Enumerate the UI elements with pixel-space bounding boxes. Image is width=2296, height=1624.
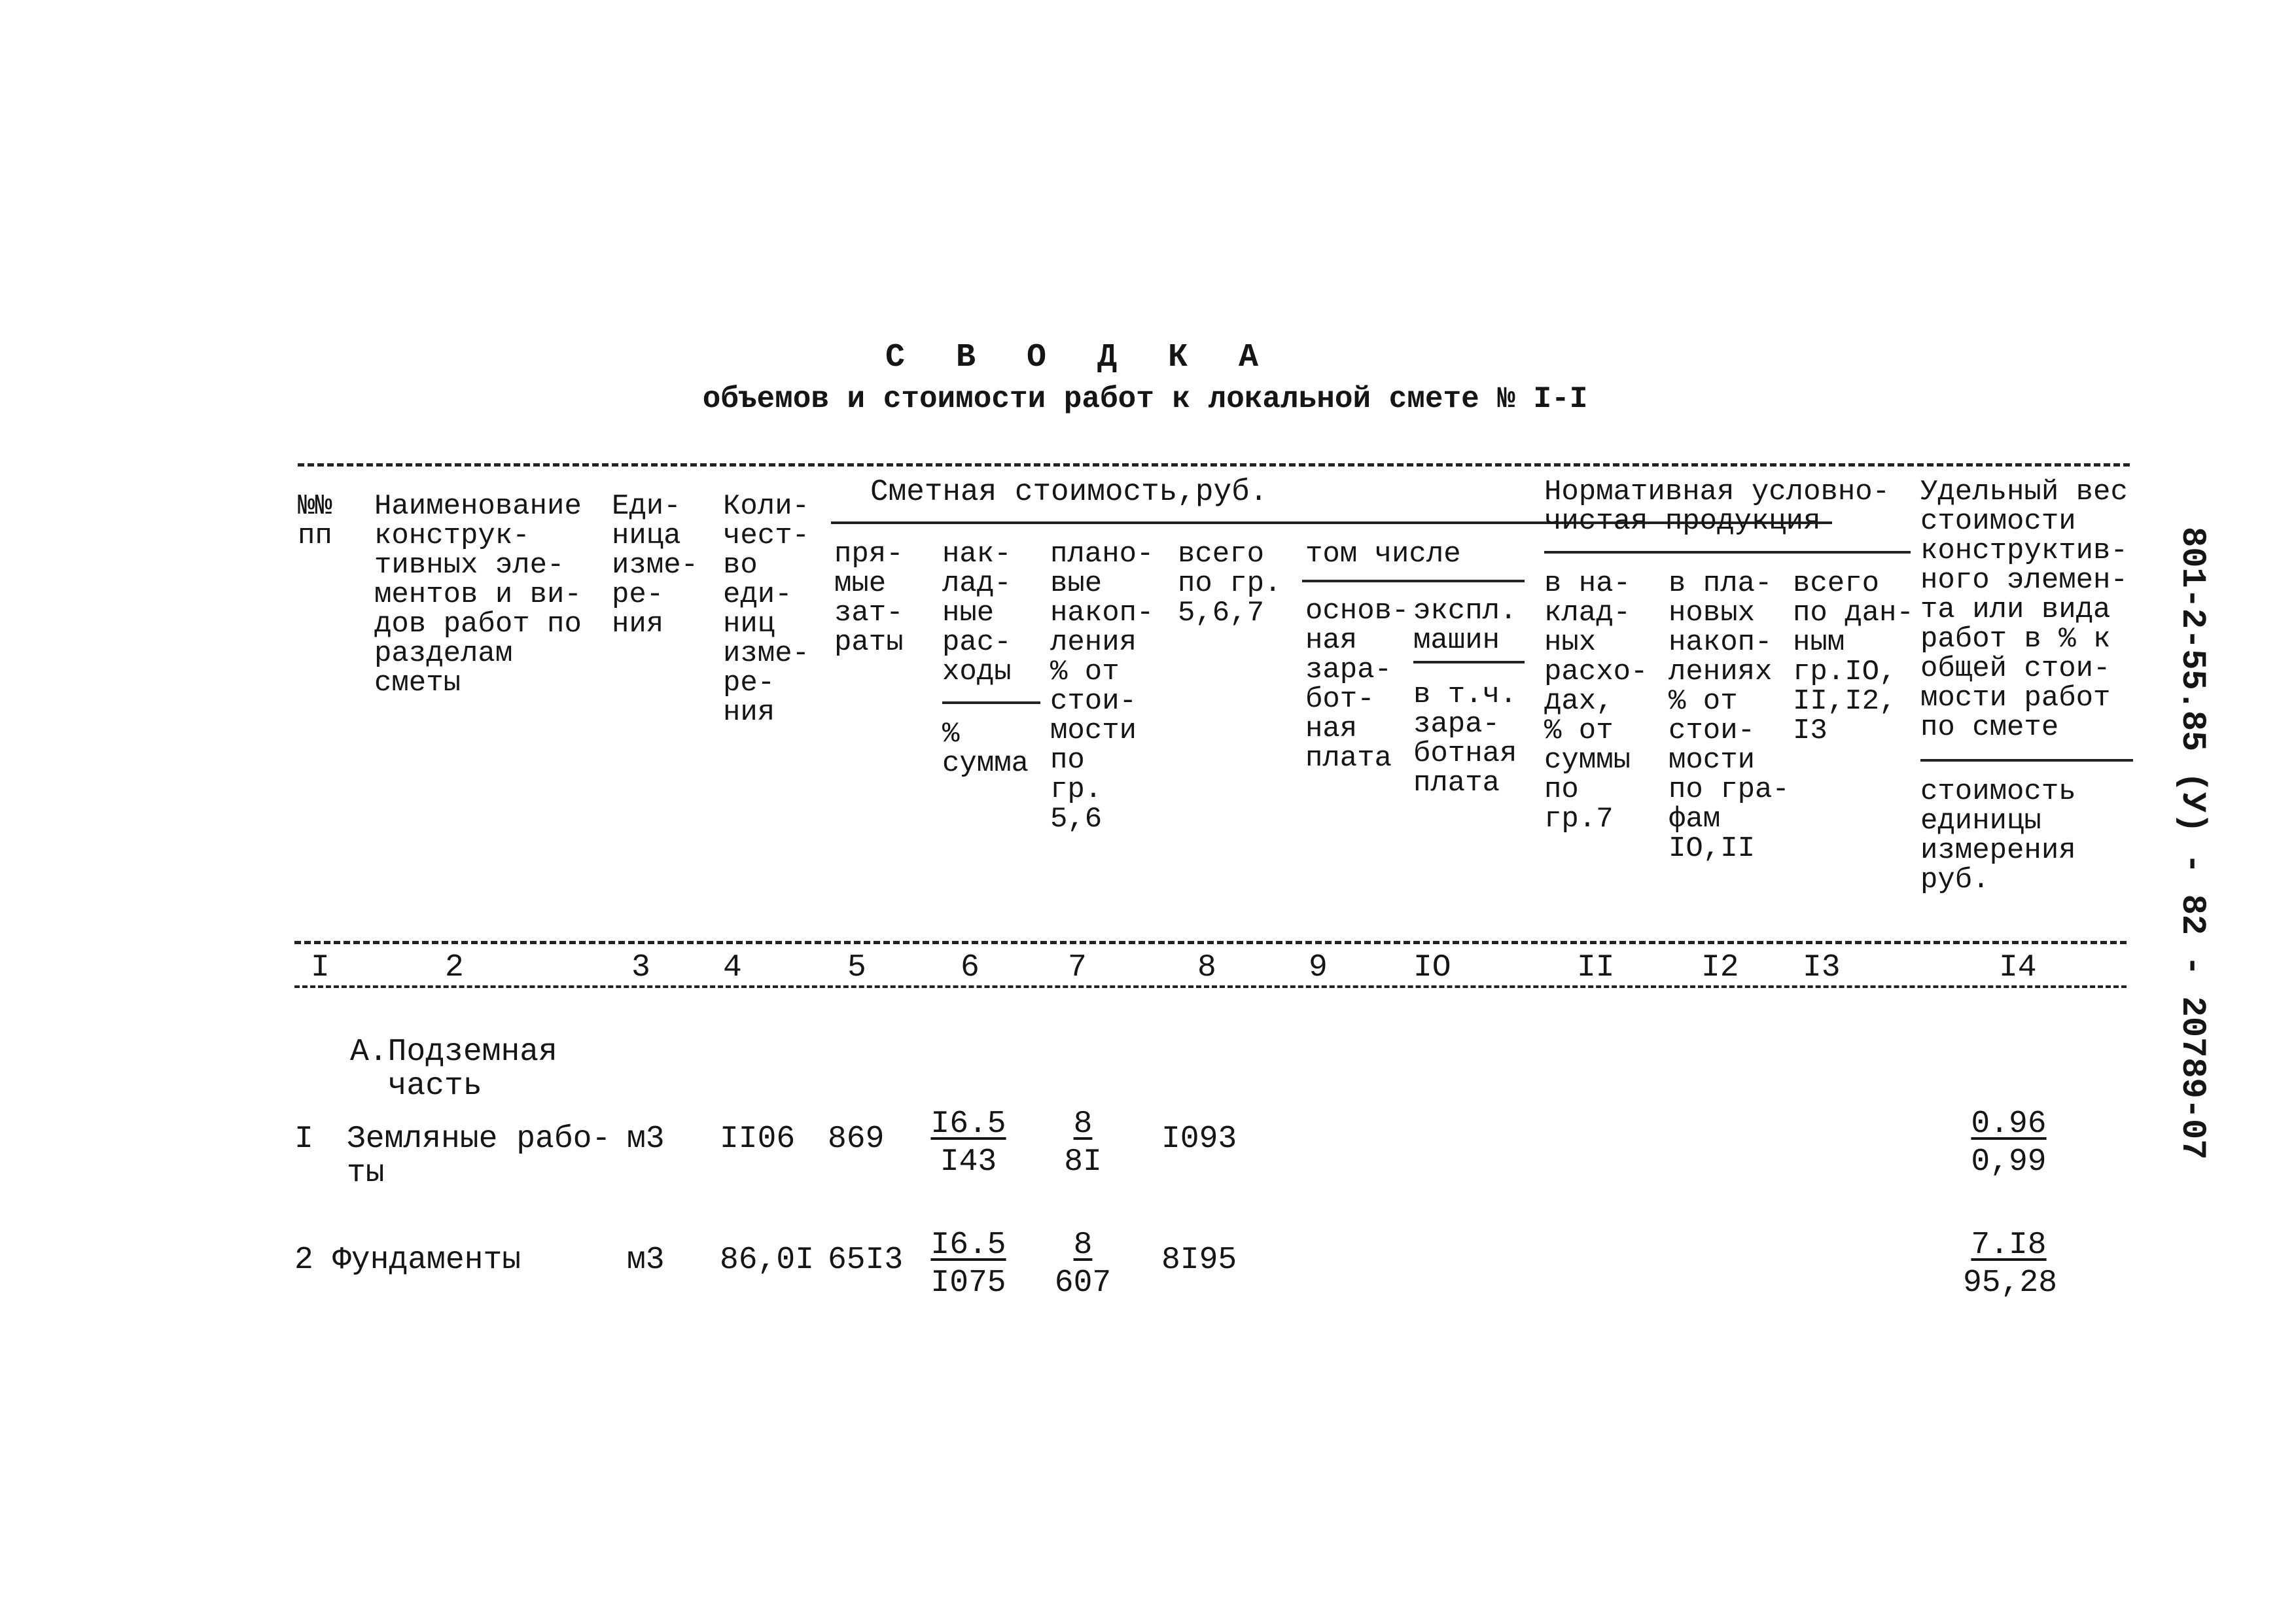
row-name: Земляные рабо- ты bbox=[347, 1121, 611, 1191]
header-col-name: Наименование конструк- тивных эле- ментов и ви- дов работ по разделам сметы bbox=[374, 490, 582, 699]
row-unit: м3 bbox=[627, 1121, 665, 1157]
header-col-machine-operation: экспл. машин bbox=[1413, 595, 1517, 657]
column-number: I bbox=[311, 950, 330, 985]
header-group-including: том числе bbox=[1305, 538, 1461, 571]
header-col-direct-costs: пря- мые зат- раты bbox=[834, 538, 904, 659]
row-number: I bbox=[294, 1121, 313, 1157]
column-number-rule bbox=[294, 985, 2127, 988]
header-col-in-planned: в пла- новых накоп- лениях % от стои- мости по гра- фам IO,II bbox=[1669, 567, 1790, 865]
header-share-rule bbox=[1920, 759, 2133, 762]
row-overhead bbox=[906, 1107, 1031, 1179]
header-col-normative-total: всего по дан- ным гр.IO, II,I2, I3 bbox=[1793, 567, 1914, 747]
row-planned-percent: 8 bbox=[1073, 1227, 1093, 1263]
document-subtitle: объемов и стоимости работ к локальной смете № I-I bbox=[702, 382, 1588, 416]
document-title: С В О Д К А bbox=[885, 339, 1275, 376]
column-number: 5 bbox=[847, 950, 866, 985]
column-number: 8 bbox=[1197, 950, 1216, 985]
column-number: I3 bbox=[1803, 950, 1841, 985]
header-col-overhead-sub: % сумма bbox=[942, 718, 1029, 780]
header-normative-rule bbox=[1544, 551, 1911, 554]
row-share bbox=[1963, 1227, 2058, 1301]
column-number: 6 bbox=[961, 950, 980, 985]
row-total: 8I95 bbox=[1161, 1243, 1237, 1278]
header-col-total: всего по гр. 5,6,7 bbox=[1178, 538, 1282, 629]
row-name: Фундаменты bbox=[332, 1243, 521, 1278]
column-number: I2 bbox=[1701, 950, 1739, 985]
row-unit: м3 bbox=[627, 1243, 665, 1278]
header-col-in-overhead: в на- клад- ных расхо- дах, % от суммы по гр.7 bbox=[1544, 567, 1648, 836]
row-quantity: II06 bbox=[720, 1121, 796, 1157]
row-planned-sum: 607 bbox=[1054, 1265, 1112, 1301]
column-number: II bbox=[1577, 950, 1615, 985]
row-planned-percent: 8 bbox=[1073, 1106, 1093, 1142]
row-quantity: 86,0I bbox=[720, 1243, 815, 1278]
column-number: 9 bbox=[1309, 950, 1328, 985]
column-number: 3 bbox=[631, 950, 650, 985]
row-planned-sum: 8I bbox=[1064, 1144, 1102, 1180]
header-group-estimated-cost: Сметная стоимость,руб. bbox=[870, 475, 1268, 509]
header-machine-rule bbox=[1413, 661, 1525, 663]
row-overhead-percent: I6.5 bbox=[930, 1106, 1006, 1142]
row-share-percent: 7.I8 bbox=[1971, 1227, 2047, 1263]
column-number: I4 bbox=[1999, 950, 2037, 985]
row-planned-savings bbox=[1047, 1107, 1119, 1179]
header-overhead-rule bbox=[942, 701, 1040, 704]
row-overhead-sum: I43 bbox=[940, 1144, 997, 1180]
header-col-machine-wages: в т.ч. зара- ботная плата bbox=[1413, 679, 1517, 800]
section-title: А.Подземная часть bbox=[350, 1034, 557, 1104]
side-document-code: 801-2-55.85 (У) - 82 - 20789-07 bbox=[2173, 527, 2212, 1160]
row-total: I093 bbox=[1161, 1121, 1237, 1157]
row-unit-cost: 0,99 bbox=[1971, 1144, 2047, 1180]
header-col-share-weight: Удельный вес стоимости конструктив- ного элемен- та или вида работ в % к общей стои- мости работ по смете bbox=[1920, 476, 2128, 744]
row-share bbox=[1963, 1107, 2055, 1179]
header-top-rule bbox=[298, 463, 2130, 467]
row-overhead-percent: I6.5 bbox=[930, 1227, 1006, 1263]
column-number: 2 bbox=[445, 950, 464, 985]
header-col-planned-savings: плано- вые накоп- ления % от стои- мости по гр. 5,6 bbox=[1050, 538, 1154, 836]
header-col-base-wages: основ- ная зара- бот- ная плата bbox=[1305, 595, 1409, 775]
row-number: 2 bbox=[294, 1243, 313, 1278]
header-group-normative-product: Нормативная условно- чистая продукция bbox=[1544, 476, 1890, 538]
header-col-unit-cost: стоимость единицы измерения руб. bbox=[1920, 775, 2076, 896]
row-direct-costs: 65I3 bbox=[828, 1243, 904, 1278]
column-number: 4 bbox=[723, 950, 742, 985]
row-overhead bbox=[906, 1228, 1031, 1300]
header-col-quantity: Коли- чест- во еди- ниц изме- ре- ния bbox=[723, 490, 810, 729]
header-col-number: №№ пп bbox=[298, 490, 332, 552]
column-number: 7 bbox=[1068, 950, 1087, 985]
header-col-overhead: нак- лад- ные рас- ходы bbox=[942, 538, 1012, 688]
header-group-including-rule bbox=[1302, 580, 1525, 582]
row-direct-costs: 869 bbox=[828, 1121, 885, 1157]
row-share-percent: 0.96 bbox=[1971, 1106, 2047, 1142]
header-col-unit: Еди- ница изме- ре- ния bbox=[612, 490, 699, 641]
header-bottom-rule bbox=[294, 941, 2127, 944]
row-unit-cost: 95,28 bbox=[1963, 1265, 2058, 1301]
row-planned-savings bbox=[1047, 1228, 1119, 1300]
column-number: IO bbox=[1413, 950, 1451, 985]
row-overhead-sum: I075 bbox=[930, 1265, 1006, 1301]
